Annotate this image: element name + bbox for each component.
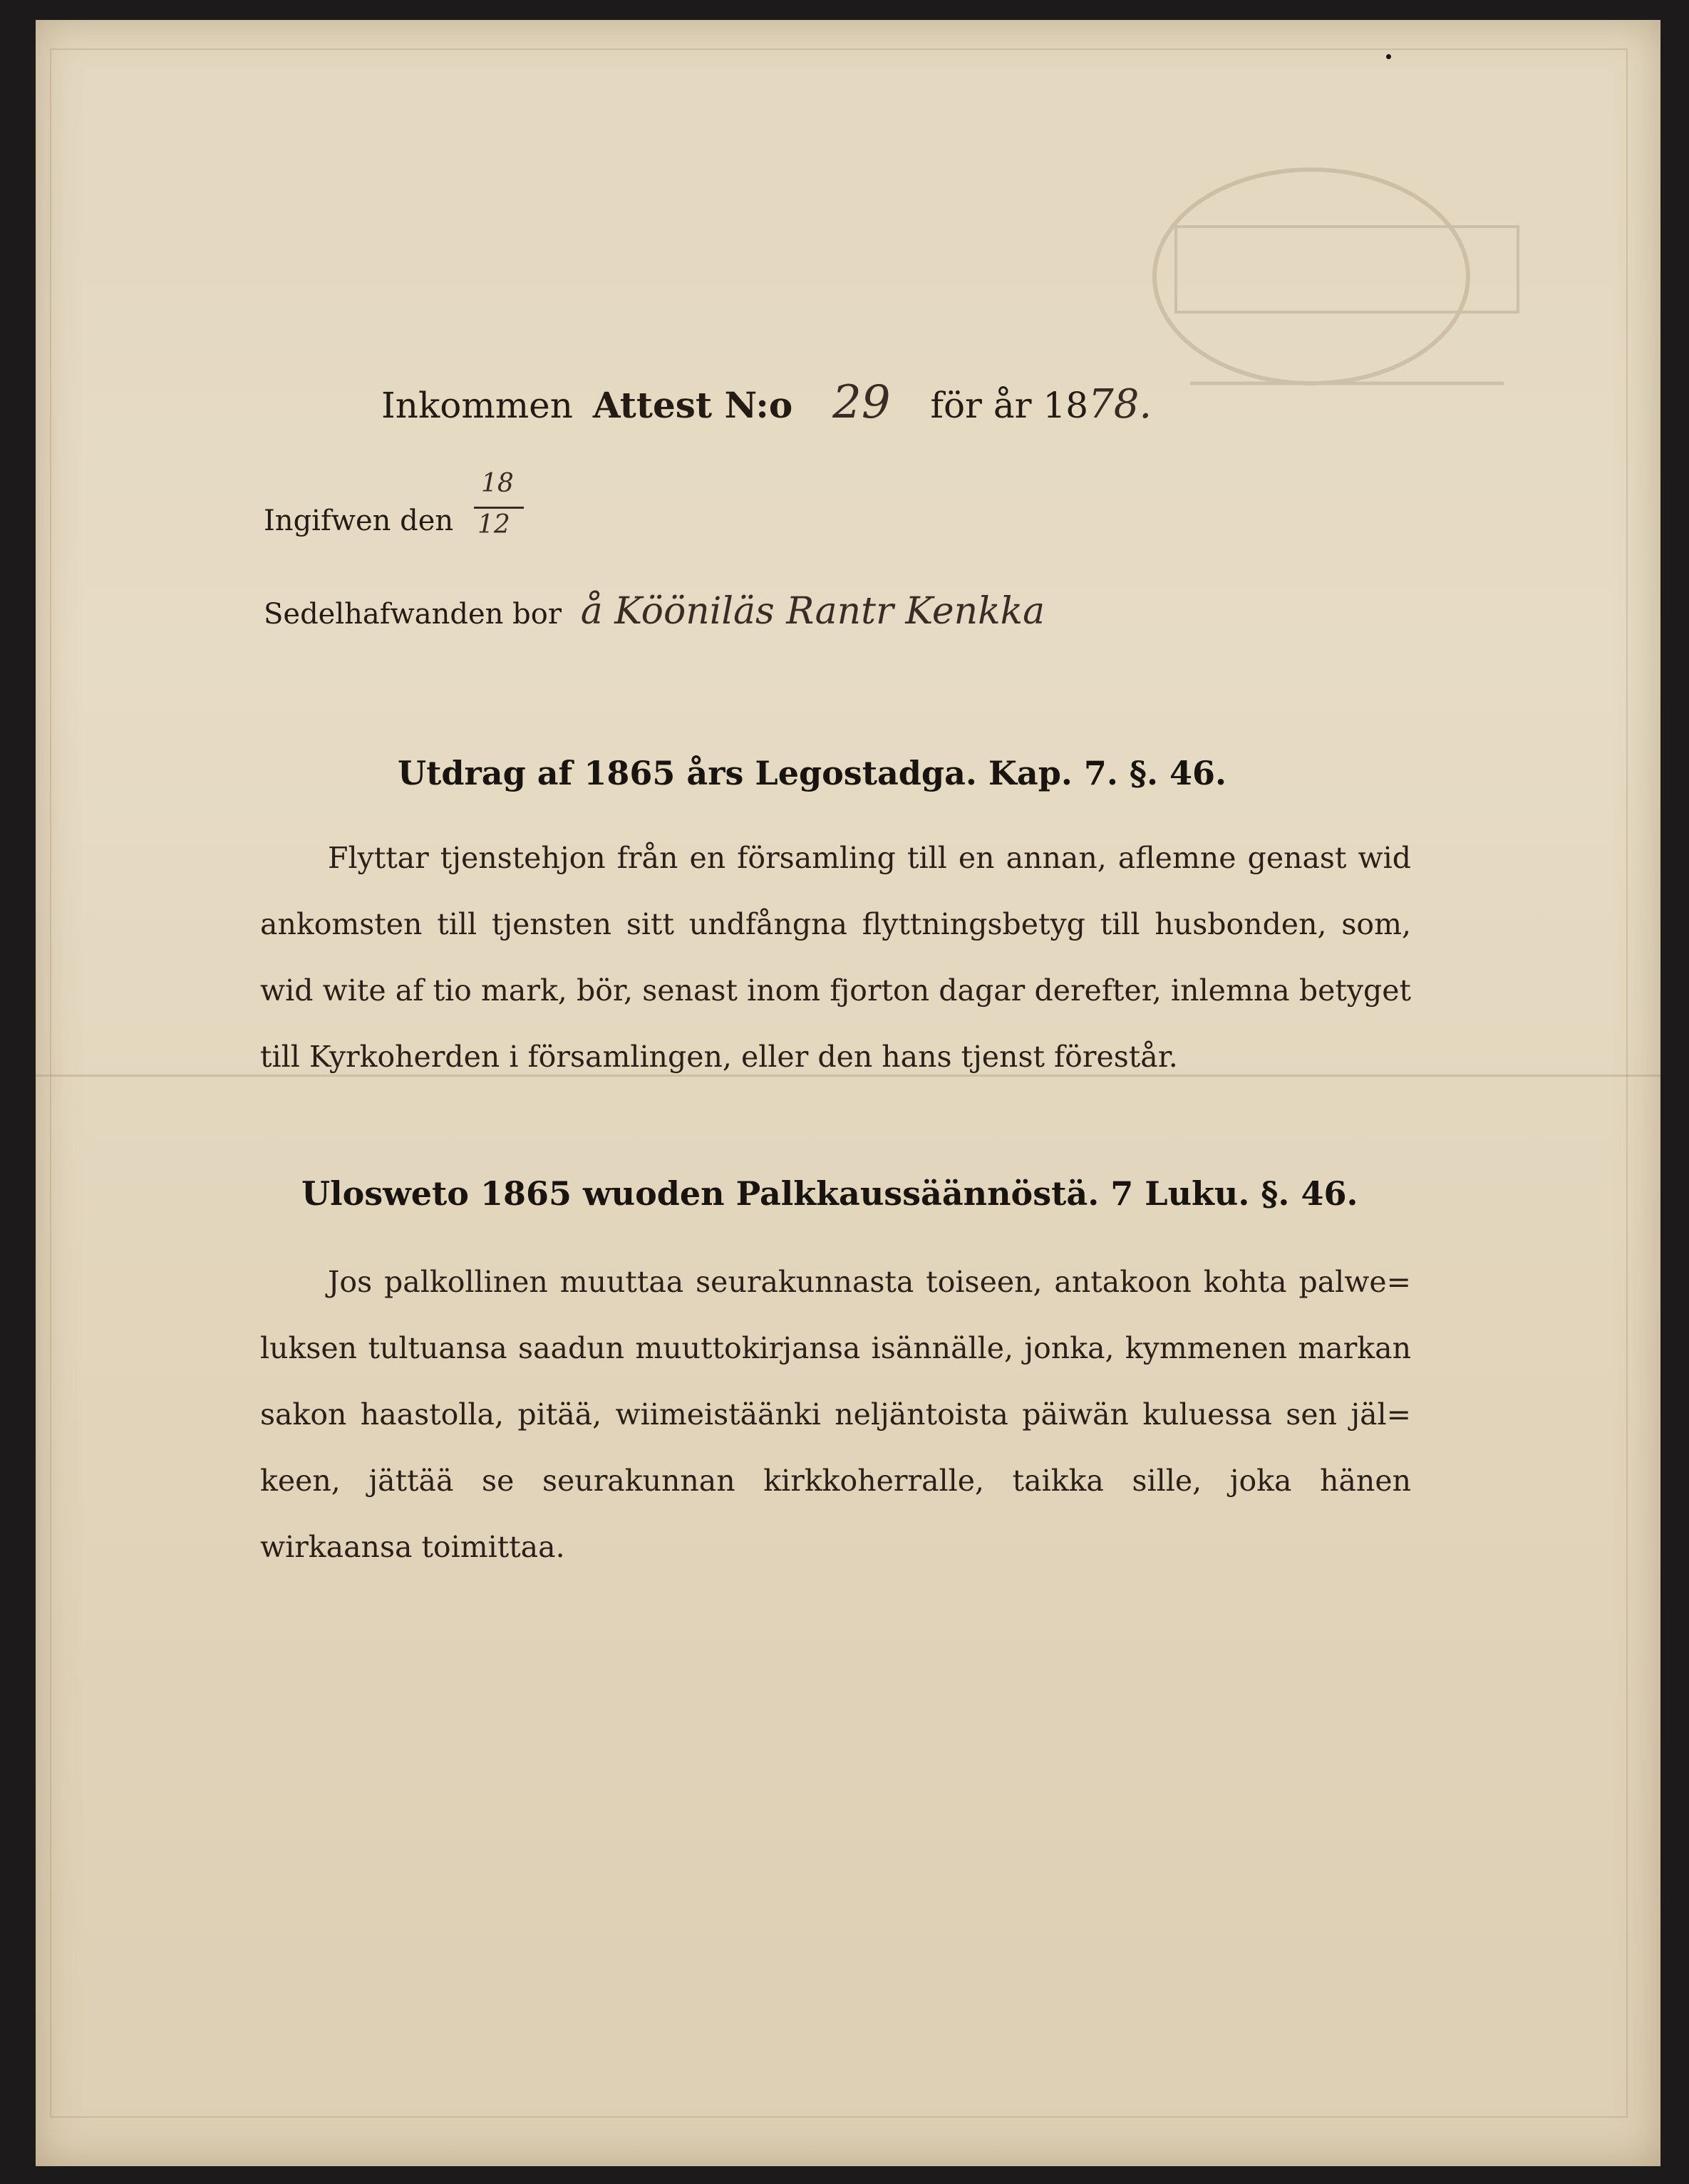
submitted-date-day: 18 — [481, 469, 514, 498]
title-year-prefix: för år 18 — [930, 385, 1089, 426]
submitted-date-month: 12 — [477, 510, 510, 539]
submitted-label: Ingifwen den — [264, 504, 454, 537]
faded-stamp-watermark — [1147, 148, 1546, 447]
title-bold: Attest N:o — [592, 384, 793, 426]
finnish-heading: Ulosweto 1865 wuoden Palkkaussäännöstä. 7 Luku. §. 46. — [301, 1174, 1358, 1213]
holder-label: Sedelhafwanden bor — [264, 598, 562, 631]
holder-location: å Kööniläs Rantr Kenkka — [580, 590, 1045, 633]
document-sheet — [36, 20, 1660, 2166]
swedish-heading: Utdrag af 1865 års Legostadga. Kap. 7. §. 46. — [398, 754, 1227, 792]
title-prefix: Inkommen — [381, 385, 573, 426]
year-suffix: 78. — [1088, 381, 1152, 428]
finnish-paragraph: Jos palkollinen muuttaa seurakunnasta toiseen, antakoon kohta palwe= luksen tultuansa saadun muuttokirjansa isännälle, jonka, kymmenen markan sakon haastolla, pitää, wiimeistäänki neljäntoista päiwän kuluessa sen jäl= keen, jättää se seurakunnan kirkkoherralle, taikka sille, joka hänen wirkaansa toimittaa. — [260, 1265, 1411, 1564]
submitted-date-rule — [474, 507, 524, 509]
ink-speck — [1386, 54, 1391, 59]
holder-line — [264, 590, 1045, 633]
attest-title — [381, 376, 1152, 429]
attest-number: 29 — [832, 376, 891, 429]
submitted-line — [264, 504, 453, 537]
swedish-paragraph: Flyttar tjenstehjon från en församling till en annan, aflemne genast wid ankomsten till tjensten sitt undfångna flyttningsbetyg till husbonden, som, wid wite af tio mark, bör, senast inom fjorton dagar derefter, inlemna betyget till Kyrkoherden i församlingen, eller den hans tjenst förestår. — [260, 841, 1411, 1074]
